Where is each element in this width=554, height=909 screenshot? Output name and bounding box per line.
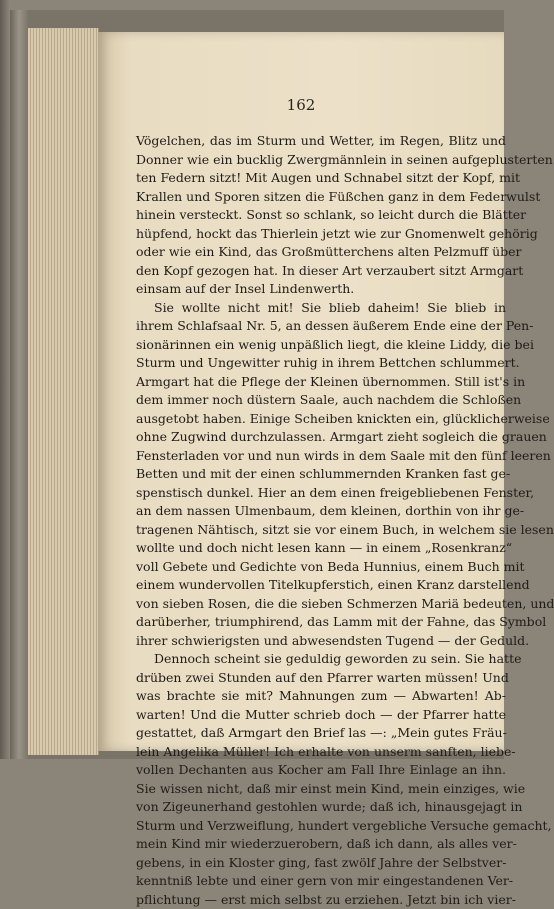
text-line: einsam auf der Insel Lindenwerth.	[136, 280, 506, 299]
scan-background-edge	[0, 0, 10, 759]
text-line: dem immer noch düstern Saale, auch nachdem die Schloßen	[136, 391, 506, 410]
text-line: lein Angelika Müller! Ich erhalte von unserm sanften, liebe-	[136, 743, 506, 762]
text-line: Donner wie ein bucklig Zwergmännlein in seinen aufgeplusterten	[136, 151, 506, 170]
text-line: ohne Zugwind durchzulassen. Armgart zieht sogleich die grauen	[136, 428, 506, 447]
text-line: pflichtung — erst mich selbst zu erziehen. Jetzt bin ich vier-	[136, 891, 506, 909]
text-line: gestattet, daß Armgart den Brief las —: „Mein gutes Fräu-	[136, 724, 506, 743]
text-line: voll Gebete und Gedichte von Beda Hunnius, einem Buch mit	[136, 558, 506, 577]
text-line: gebens, in ein Kloster ging, fast zwölf Jahre der Selbstver-	[136, 854, 506, 873]
page-text	[136, 132, 506, 909]
book-page	[98, 32, 504, 751]
text-line: an dem nassen Ulmenbaum, dem kleinen, dorthin von ihr ge-	[136, 502, 506, 521]
text-line: ihrer schwierigsten und abwesendsten Tugend — der Geduld.	[136, 632, 506, 651]
text-line: vollen Dechanten aus Kocher am Fall Ihre Einlage an ihn.	[136, 761, 506, 780]
text-line: hinein versteckt. Sonst so schlank, so leicht durch die Blätter	[136, 206, 506, 225]
text-line: Sie wissen nicht, daß mir einst mein Kind, mein einziges, wie	[136, 780, 506, 799]
text-line: mein Kind mir wiederzuerobern, daß ich dann, als alles ver-	[136, 835, 506, 854]
text-line: wollte und doch nicht lesen kann — in einem „Rosenkranz“	[136, 539, 506, 558]
text-line: darüberher, triumphirend, das Lamm mit der Fahne, das Symbol	[136, 613, 506, 632]
text-line: sionärinnen ein wenig unpäßlich liegt, die kleine Liddy, die bei	[136, 336, 506, 355]
text-line: von sieben Rosen, die die sieben Schmerzen Mariä bedeuten, und	[136, 595, 506, 614]
text-line: Vögelchen, das im Sturm und Wetter, im Regen, Blitz und	[136, 132, 506, 151]
text-line: warten! Und die Mutter schrieb doch — der Pfarrer hatte	[136, 706, 506, 725]
text-line: einem wundervollen Titelkupferstich, einen Kranz darstellend	[136, 576, 506, 595]
text-line: Sie wollte nicht mit! Sie blieb daheim! Sie blieb in	[136, 299, 506, 318]
text-line: von Zigeunerhand gestohlen wurde; daß ich, hinausgejagt in	[136, 798, 506, 817]
text-line: Dennoch scheint sie geduldig geworden zu sein. Sie hatte	[136, 650, 506, 669]
text-line: Betten und mit der einen schlummernden Kranken fast ge-	[136, 465, 506, 484]
text-line: ihrem Schlafsaal Nr. 5, an dessen äußerem Ende eine der Pen-	[136, 317, 506, 336]
text-line: ausgetobt haben. Einige Scheiben knickten ein, glücklicherweise	[136, 410, 506, 429]
text-line: ten Federn sitzt! Mit Augen und Schnabel sitzt der Kopf, mit	[136, 169, 506, 188]
text-line: den Kopf gezogen hat. In dieser Art verzaubert sitzt Armgart	[136, 262, 506, 281]
text-line: Sturm und Ungewitter ruhig in ihrem Bettchen schlummert.	[136, 354, 506, 373]
text-line: drüben zwei Stunden auf den Pfarrer warten müssen! Und	[136, 669, 506, 688]
book	[10, 10, 504, 759]
text-line: Fensterladen vor und nun wirds in dem Saale mit den fünf leeren	[136, 447, 506, 466]
text-line: tragenen Nähtisch, sitzt sie vor einem Buch, in welchem sie lesen	[136, 521, 506, 540]
text-line: kenntniß lebte und einer gern von mir eingestandenen Ver-	[136, 872, 506, 891]
book-cover-edge	[10, 10, 28, 759]
text-line: oder wie ein Kind, das Großmütterchens alten Pelzmuff über	[136, 243, 506, 262]
page-number: 162	[98, 96, 504, 114]
text-line: Sturm und Verzweiflung, hundert vergebliche Versuche gemacht,	[136, 817, 506, 836]
text-line: Armgart hat die Pflege der Kleinen übernommen. Still ist's in	[136, 373, 506, 392]
text-line: Krallen und Sporen sitzen die Füßchen ganz in dem Federwulst	[136, 188, 506, 207]
text-line: was brachte sie mit? Mahnungen zum — Abwarten! Ab-	[136, 687, 506, 706]
page-stack-edges	[28, 28, 99, 755]
text-line: spenstisch dunkel. Hier an dem einen freigebliebenen Fenster,	[136, 484, 506, 503]
text-line: hüpfend, hockt das Thierlein jetzt wie zur Gnomenwelt gehörig	[136, 225, 506, 244]
